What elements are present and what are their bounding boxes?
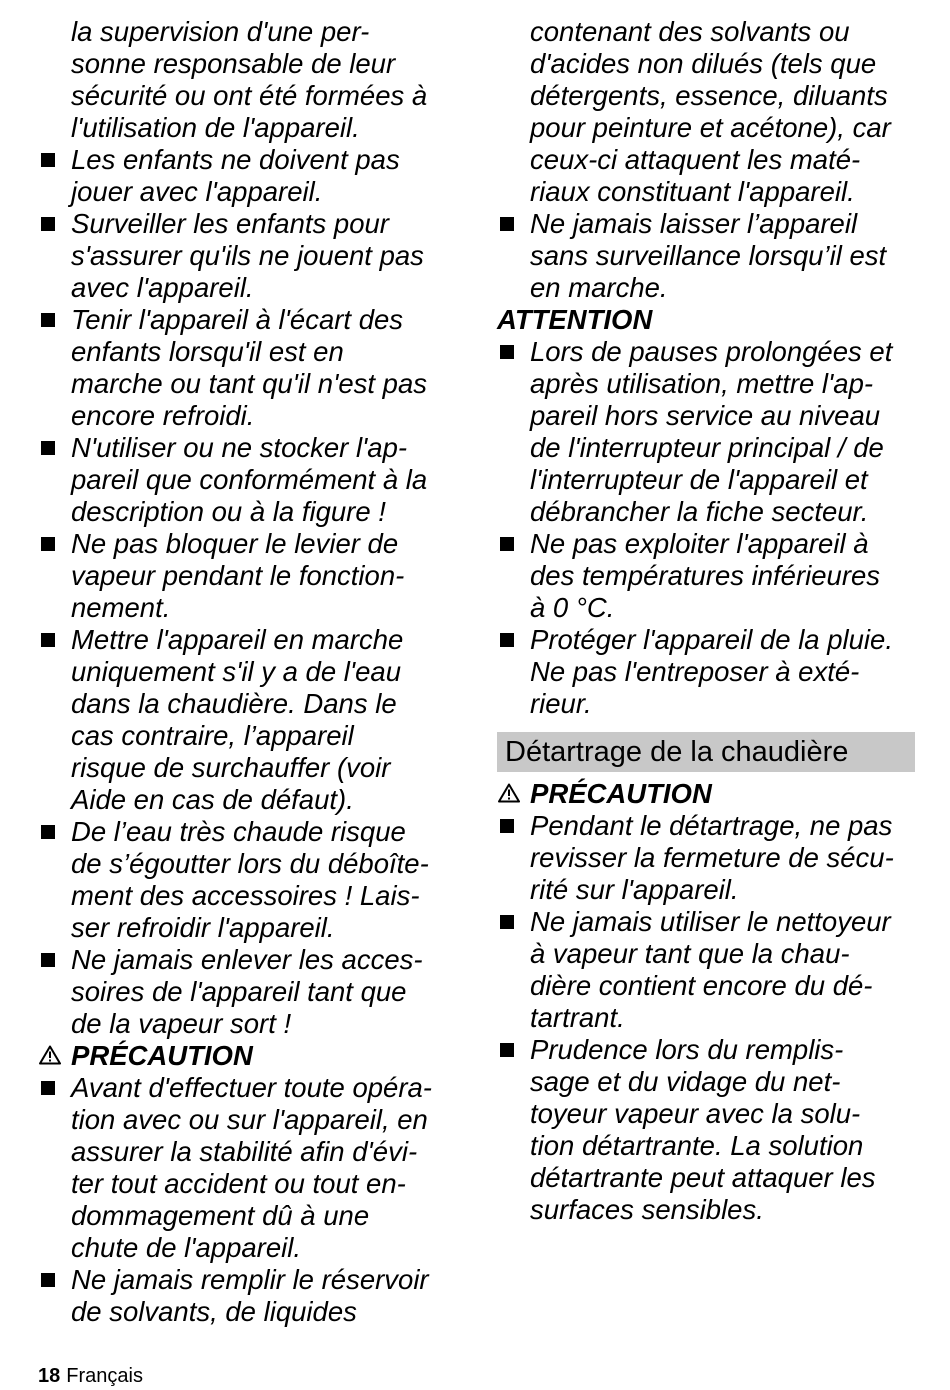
list-item — [38, 528, 456, 624]
list-item — [38, 144, 456, 208]
list-item-text: Ne jamais laisser l’appareil sans surveillance lorsqu’il est en marche. — [530, 208, 887, 303]
square-bullet-icon — [41, 313, 55, 327]
square-bullet-icon — [500, 537, 514, 551]
square-bullet-icon — [500, 633, 514, 647]
list-item — [497, 906, 917, 1034]
list-item-text: Tenir l'appareil à l'écart des enfants lorsqu'il est en marche ou tant qu'il n'est pas encore refroidi. — [71, 304, 427, 431]
square-bullet-icon — [41, 153, 55, 167]
paragraph-text: contenant des solvants ou d'acides non dilués (tels que détergents, essence, diluants pour peinture et acétone), car ceux-ci attaquent les maté- riaux constituant l'appareil. — [530, 16, 891, 207]
section-title: Détartrage de la chaudière — [497, 732, 915, 772]
square-bullet-icon — [41, 633, 55, 647]
square-bullet-icon — [500, 345, 514, 359]
warning-triangle-icon — [39, 1045, 61, 1065]
list-item — [38, 208, 456, 304]
list-item-text: Les enfants ne doivent pas jouer avec l'appareil. — [71, 144, 400, 207]
list-item — [497, 810, 917, 906]
list-item — [497, 528, 917, 624]
list-item-text: Ne jamais utiliser le nettoyeur à vapeur tant que la chau- dière contient encore du dé- tartrant. — [530, 906, 891, 1033]
list-item-text: De l’eau très chaude risque de s’égoutter lors du déboîte- ment des accessoires ! Lais- ser refroidir l'appareil. — [71, 816, 429, 943]
list-item-text: Surveiller les enfants pour s'assurer qu'ils ne jouent pas avec l'appareil. — [71, 208, 424, 303]
continued-text — [497, 16, 917, 208]
bullet-list — [38, 144, 456, 1040]
precaution-list — [38, 1072, 456, 1328]
list-item — [38, 944, 456, 1040]
list-item-text: Ne pas exploiter l'appareil à des températures inférieures à 0 °C. — [530, 528, 881, 623]
continued-text — [38, 16, 456, 144]
list-item — [38, 304, 456, 432]
square-bullet-icon — [41, 825, 55, 839]
list-item-text: Ne jamais enlever les acces- soires de l'appareil tant que de la vapeur sort ! — [71, 944, 423, 1039]
list-item-text: Avant d'effectuer toute opéra- tion avec ou sur l'appareil, en assurer la stabilité afin d'évi- ter tout accident ou tout en- dommagement dû à une chute de l'appareil. — [71, 1072, 432, 1263]
warning-triangle-icon — [498, 783, 520, 803]
list-item — [38, 432, 456, 528]
list-item — [497, 336, 917, 528]
square-bullet-icon — [500, 819, 514, 833]
list-item-text: Lors de pauses prolongées et après utilisation, mettre l'ap- pareil hors service au niveau de l'interrupteur principal / de l'interrupteur de l'appareil et débrancher la fiche secteur. — [530, 336, 893, 527]
page-number: 18 — [38, 1365, 61, 1387]
list-item-text: Mettre l'appareil en marche uniquement s'il y a de l'eau dans la chaudière. Dans le cas contraire, l’appareil risque de surchauffer (voir Aide en cas de défaut). — [71, 624, 404, 815]
list-item-text: Ne jamais remplir le réservoir de solvants, de liquides — [71, 1264, 429, 1327]
attention-list — [497, 336, 917, 720]
right-column — [497, 16, 917, 1226]
page-footer — [38, 1364, 143, 1388]
square-bullet-icon — [500, 915, 514, 929]
precaution-heading — [38, 1040, 456, 1072]
list-item — [497, 624, 917, 720]
precaution-heading — [497, 778, 917, 810]
precaution-list — [497, 810, 917, 1226]
square-bullet-icon — [41, 441, 55, 455]
precaution-label: PRÉCAUTION — [530, 778, 712, 809]
list-item — [38, 1072, 456, 1264]
left-column — [38, 16, 456, 1328]
footer-language: Français — [66, 1365, 143, 1387]
square-bullet-icon — [41, 217, 55, 231]
list-item-text: Prudence lors du remplis- sage et du vidage du net- toyeur vapeur avec la solu- tion détartrante. La solution détartrante peut attaquer les surfaces sensibles. — [530, 1034, 876, 1225]
list-item-text: Ne pas bloquer le levier de vapeur pendant le fonction- nement. — [71, 528, 405, 623]
square-bullet-icon — [500, 217, 514, 231]
list-item — [497, 208, 917, 304]
list-item-text: Protéger l'appareil de la pluie. Ne pas l'entreposer à exté- rieur. — [530, 624, 893, 719]
square-bullet-icon — [41, 537, 55, 551]
list-item — [497, 1034, 917, 1226]
square-bullet-icon — [500, 1043, 514, 1057]
list-item — [38, 624, 456, 816]
square-bullet-icon — [41, 1081, 55, 1095]
paragraph-text: la supervision d'une per- sonne responsable de leur sécurité ou ont été formées à l'utilisation de l'appareil. — [71, 16, 428, 143]
precaution-label: PRÉCAUTION — [71, 1040, 253, 1071]
list-item-text: Pendant le détartrage, ne pas revisser la fermeture de sécu- rité sur l'appareil. — [530, 810, 894, 905]
list-item — [38, 1264, 456, 1328]
list-item-text: N'utiliser ou ne stocker l'ap- pareil que conformément à la description ou à la figure ! — [71, 432, 428, 527]
bullet-list — [497, 208, 917, 304]
square-bullet-icon — [41, 1273, 55, 1287]
list-item — [38, 816, 456, 944]
square-bullet-icon — [41, 953, 55, 967]
attention-heading: ATTENTION — [497, 304, 653, 335]
